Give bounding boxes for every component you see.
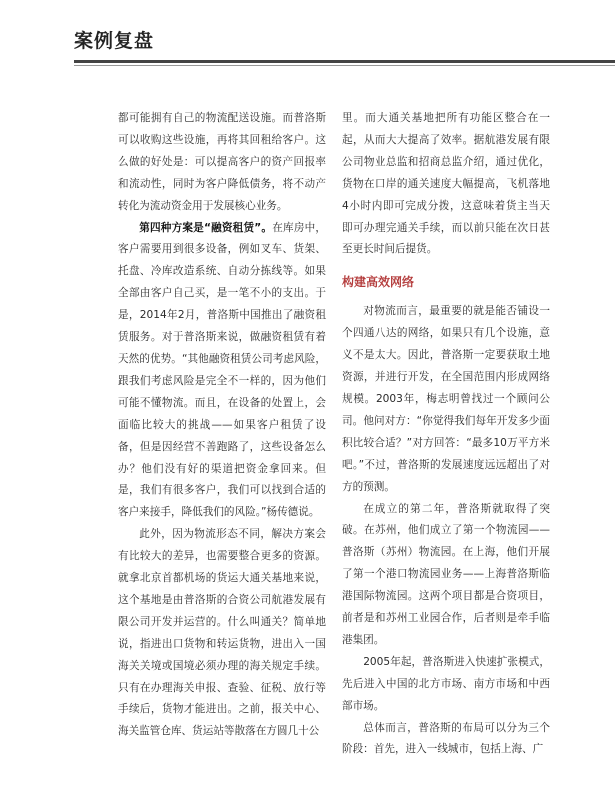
paragraph: 2005年起，普洛斯进入快速扩张模式，先后进入中国的北方市场、南方市场和中西部市场。 [342,655,550,712]
section-heading: 构建高效网络 [342,275,415,290]
paragraph: 此外，因为物流形态不同，解决方案会有比较大的差异，也需要整合更多的资源。就拿北京首都机场的货运大通关基地来说，这个基地是由普洛斯的合资公司航港发展有限公司开发并运营的。什么叫通关？简单地说，指进出口货物和转运货物，进出入一国海关关境或国境必须办理的海关规定手续。只有在办理海关申报、查验、征税、放行等手续后，货物才能进出。之前，报关中心、海关监管仓库、货运站等散落在方圆几十公 [118,528,326,738]
paragraph: 在成立的第二年，普洛斯就取得了突破。在苏州，他们成立了第一个物流园——普洛斯（苏州）物流园。在上海，他们开展了第一个港口物流园业务——上海普洛斯临港国际物流园。这两个项目都是合资项目，前者是和苏州工业园合作，后者则是牵手临港集团。 [342,502,550,646]
bold-lead: 第四种方案是“融资租赁”。 [139,221,273,234]
header-rule [74,60,615,63]
left-column [118,108,326,743]
section-title: 案例复盘 [74,30,155,52]
paragraph: 对物流而言，最重要的就是能否铺设一个四通八达的网络，如果只有几个设施，意义不是太大。因此，普洛斯一定要获取土地资源，并进行开发，在全国范围内形成网络规模。2003年，梅志明曾找过一个顾问公司。他问对方：“你觉得我们每年开发多少面积比较合适？”对方回答：“最多10万平方米吧。”不过，普洛斯的发展速度远远超出了对方的预测。 [342,305,550,493]
paragraph: 总体而言，普洛斯的布局可以分为三个阶段：首先，进入一线城市，包括上海、广 [342,721,550,756]
paragraph [118,218,326,525]
paragraph: 里。而大通关基地把所有功能区整合在一起，从而大大提高了效率。据航港发展有限公司物业总监和招商总监介绍，通过优化，货物在口岸的通关速度大幅提高，飞机落地4小时内即可完成分拨，这意味着货主当天即可办理完通关手续，而以前只能在次日甚至更长时间后提货。 [342,112,550,256]
header-rule-thin [74,65,615,66]
right-column [342,108,550,761]
paragraph-text: 在库房中，客户需要用到很多设备，例如叉车、货架、托盘、冷库改造系统、自动分拣线等。如果全部由客户自己买，是一笔不小的支出。于是，2014年2月，普洛斯中国推出了融资租赁服务。对于普洛斯来说，做融资租赁有着天然的优势。“其他融资租赁公司考虑风险，跟我们考虑风险是完全不一样的，因为他们可能不懂物流。而且，在设备的处置上，会面临比较大的挑战——如果客户租赁了设备，但是因经营不善跑路了，这些设备怎么办？他们没有好的渠道把资金拿回来。但是，我们有很多客户，我们可以找到合适的客户来接手，降低我们的风险。”杨传德说。 [118,221,326,519]
paragraph: 都可能拥有自己的物流配送设施。而普洛斯可以收购这些设施，再将其回租给客户。这么做的好处是：可以提高客户的资产回报率和流动性，同时为客户降低债务，将不动产转化为流动资金用于发展核心业务。 [118,112,326,212]
